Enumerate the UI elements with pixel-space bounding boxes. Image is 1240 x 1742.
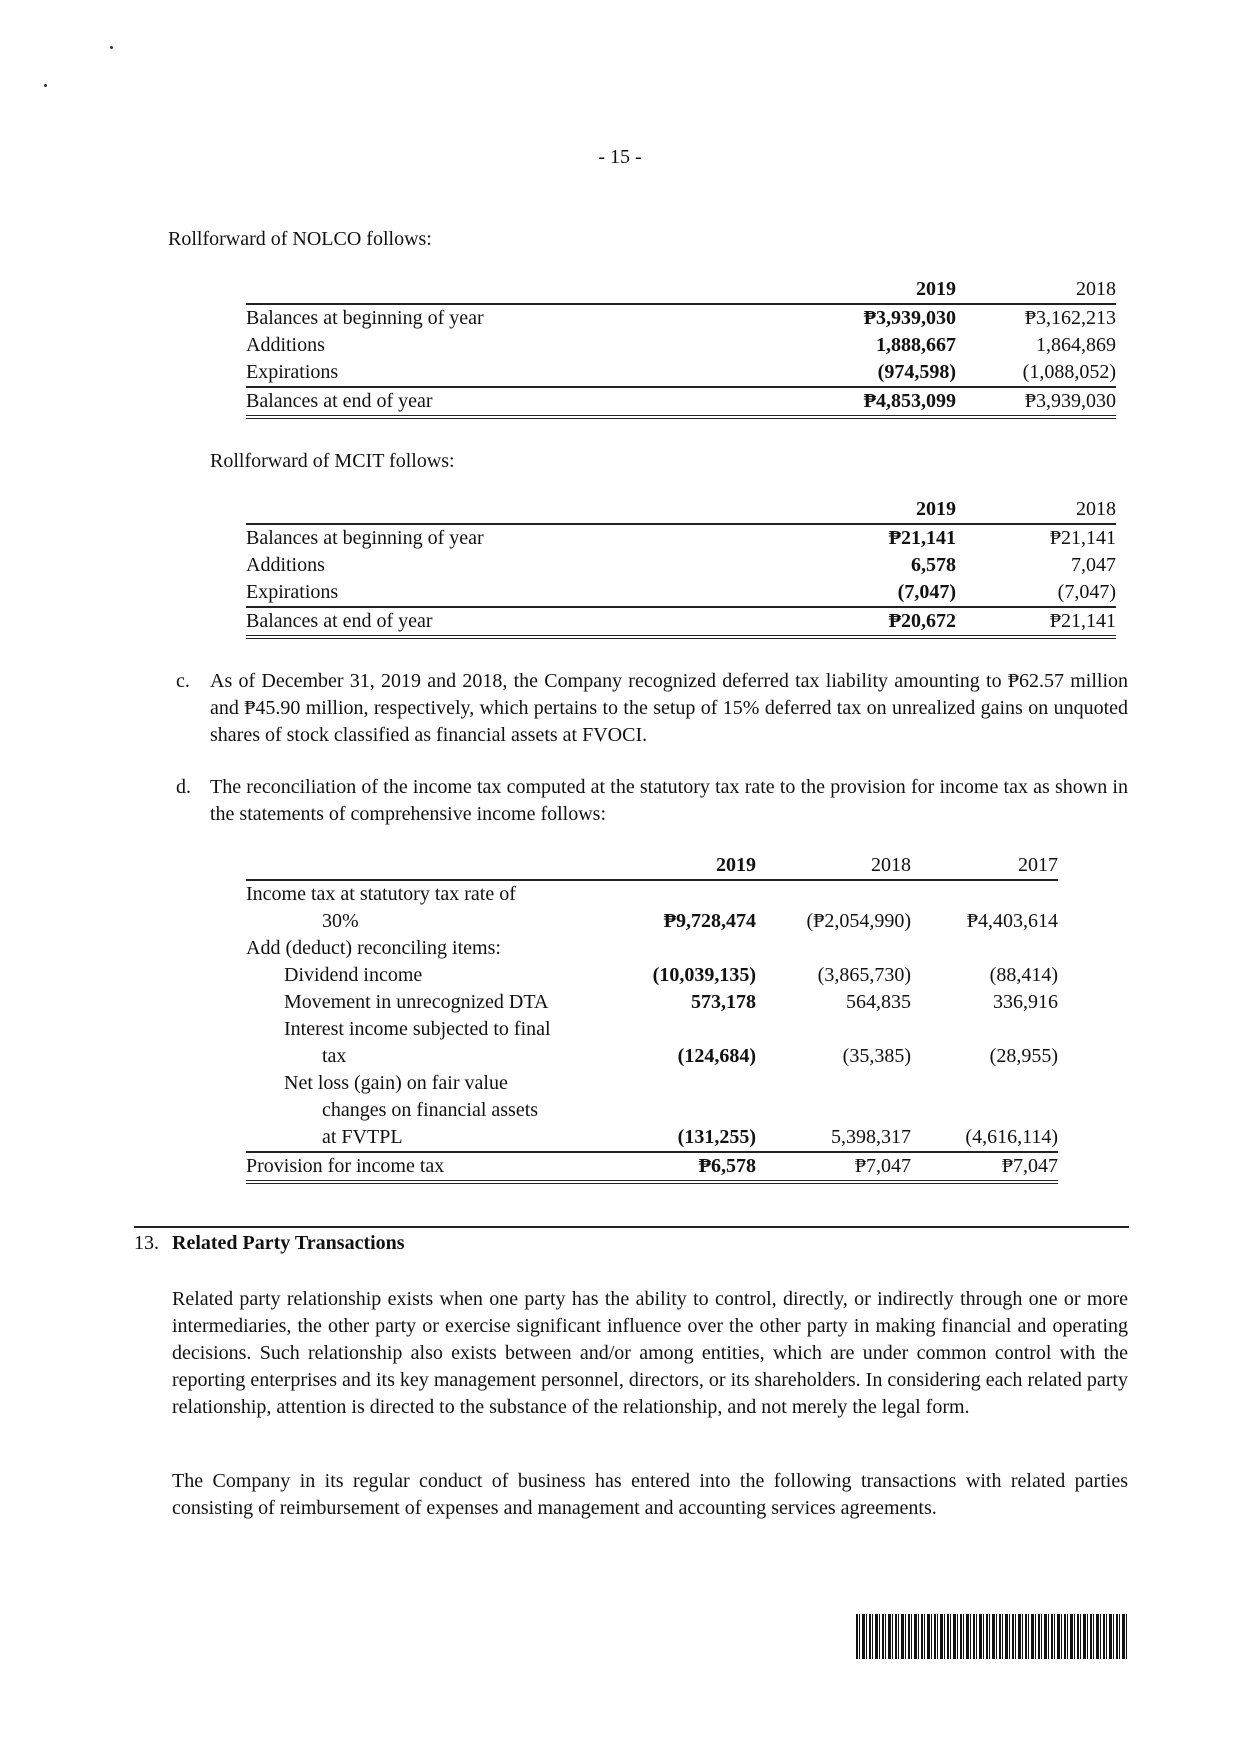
row-label: Expirations [246, 581, 339, 603]
row-label-cont: tax [322, 1045, 347, 1067]
tax-reconciliation-table [246, 852, 1058, 1184]
value-2018: ₱7,047 [756, 1152, 911, 1182]
value-2019: (131,255) [677, 1126, 756, 1148]
value-2017: (88,414) [989, 964, 1058, 986]
value-2018: 7,047 [1071, 554, 1116, 576]
table-row [246, 359, 1116, 387]
row-label: Balances at end of year [246, 387, 786, 417]
year-2018-header: 2018 [756, 852, 911, 880]
row-label-cont: 30% [322, 910, 359, 932]
row-label-cont: changes on financial assets [322, 1099, 539, 1121]
scan-speck [110, 46, 113, 49]
barcode [856, 1614, 1128, 1659]
item-d-text: The reconciliation of the income tax computed at the statutory tax rate to the provision for income tax as shown in the statements of comprehensive income follows: [210, 776, 1128, 825]
row-label: Interest income subjected to final [284, 1018, 551, 1040]
year-2019-header: 2019 [786, 276, 956, 304]
value-2018: ₱3,939,030 [956, 387, 1116, 417]
row-label: Net loss (gain) on fair value [284, 1072, 508, 1094]
table-row [246, 1124, 1058, 1152]
section-paragraph-1: Related party relationship exists when one party has the ability to control, directly, or indirectly through one or more intermediaries, the other party or exercise significant influence over the other party in making financial and operating decisions. Such relationship also exists between and/or among entities, which are under common control with the reporting enterprises and its key management personnel, directors, or its shareholders. In considering each related party relationship, attention is directed to the substance of the relationship, and not merely the legal form. [172, 1288, 1128, 1418]
nolco-intro: Rollforward of NOLCO follows: [168, 228, 432, 250]
table-row [246, 908, 1058, 935]
table-total-row [246, 607, 1116, 637]
value-2017: (28,955) [989, 1045, 1058, 1067]
value-2018: (1,088,052) [1022, 361, 1116, 383]
year-2019-header: 2019 [608, 852, 756, 880]
year-2019-header: 2019 [786, 496, 956, 524]
row-label: Expirations [246, 361, 339, 383]
value-2017: 336,916 [993, 991, 1058, 1013]
year-2018-header: 2018 [956, 276, 1116, 304]
value-2018: ₱21,141 [956, 607, 1116, 637]
table-row [246, 880, 1058, 908]
value-2019: 6,578 [911, 554, 956, 576]
value-2019: (7,047) [897, 581, 956, 603]
table-row [246, 962, 1058, 989]
row-label: Additions [246, 334, 325, 356]
mcit-intro: Rollforward of MCIT follows: [210, 450, 455, 472]
value-2017: ₱7,047 [911, 1152, 1058, 1182]
value-2019: ₱3,939,030 [863, 307, 956, 329]
table-total-row [246, 1152, 1058, 1182]
section-divider [134, 1226, 1129, 1228]
table-row [246, 1043, 1058, 1070]
row-label: Additions [246, 554, 325, 576]
section-number: 13. [134, 1232, 159, 1254]
value-2019: ₱21,141 [888, 527, 956, 549]
row-label: Provision for income tax [246, 1152, 608, 1182]
value-2018: (₱2,054,990) [806, 910, 911, 932]
value-2018: ₱21,141 [1049, 527, 1116, 549]
value-2018: 1,864,869 [1036, 334, 1116, 356]
mcit-table [246, 496, 1116, 639]
value-2018: ₱3,162,213 [1024, 307, 1116, 329]
value-2018: 564,835 [846, 991, 911, 1013]
value-2019: ₱4,853,099 [786, 387, 956, 417]
table-row [246, 579, 1116, 607]
table-row [246, 1016, 1058, 1043]
table-row [246, 935, 1058, 962]
value-2017: (4,616,114) [965, 1126, 1058, 1148]
nolco-header-row [246, 276, 1116, 304]
row-label: Balances at beginning of year [246, 307, 484, 329]
value-2019: ₱6,578 [608, 1152, 756, 1182]
item-c-text: As of December 31, 2019 and 2018, the Company recognized deferred tax liability amounting to ₱62.57 million and ₱45.90 million, respectively, which pertains to the setup of 15% deferred tax on unrealized gains on unquoted shares of stock classified as financial assets at FVOCI. [210, 670, 1128, 746]
table-row [246, 1070, 1058, 1097]
value-2018: 5,398,317 [831, 1126, 911, 1148]
value-2018: (3,865,730) [817, 964, 911, 986]
year-2017-header: 2017 [911, 852, 1058, 880]
year-2018-header: 2018 [956, 496, 1116, 524]
value-2018: (35,385) [842, 1045, 911, 1067]
value-2019: (10,039,135) [652, 964, 756, 986]
row-label: Income tax at statutory tax rate of [246, 883, 516, 905]
table-row [246, 524, 1116, 552]
value-2019: (974,598) [877, 361, 956, 383]
row-label: Balances at beginning of year [246, 527, 484, 549]
scan-speck [44, 84, 47, 87]
table-row [246, 304, 1116, 332]
value-2019: (124,684) [677, 1045, 756, 1067]
item-d-letter: d. [176, 776, 191, 798]
row-label: Balances at end of year [246, 607, 786, 637]
table-row [246, 989, 1058, 1016]
page-number: - 15 - [598, 146, 642, 168]
item-c-letter: c. [176, 670, 190, 692]
table-row [246, 552, 1116, 579]
value-2019: 573,178 [691, 991, 756, 1013]
row-label: Movement in unrecognized DTA [284, 991, 549, 1013]
row-label: Add (deduct) reconciling items: [246, 937, 501, 959]
value-2019: ₱20,672 [786, 607, 956, 637]
value-2017: ₱4,403,614 [966, 910, 1058, 932]
section-paragraph-2: The Company in its regular conduct of business has entered into the following transactions with related parties consisting of reimbursement of expenses and management and accounting services agreements. [172, 1470, 1128, 1519]
value-2019: 1,888,667 [876, 334, 956, 356]
recon-header-row [246, 852, 1058, 880]
row-label: Dividend income [284, 964, 423, 986]
table-row [246, 332, 1116, 359]
table-row [246, 1097, 1058, 1124]
section-title: Related Party Transactions [172, 1232, 405, 1254]
value-2019: ₱9,728,474 [663, 910, 756, 932]
mcit-header-row [246, 496, 1116, 524]
table-total-row [246, 387, 1116, 417]
row-label-cont: at FVTPL [322, 1126, 403, 1148]
value-2018: (7,047) [1057, 581, 1116, 603]
nolco-table [246, 276, 1116, 419]
